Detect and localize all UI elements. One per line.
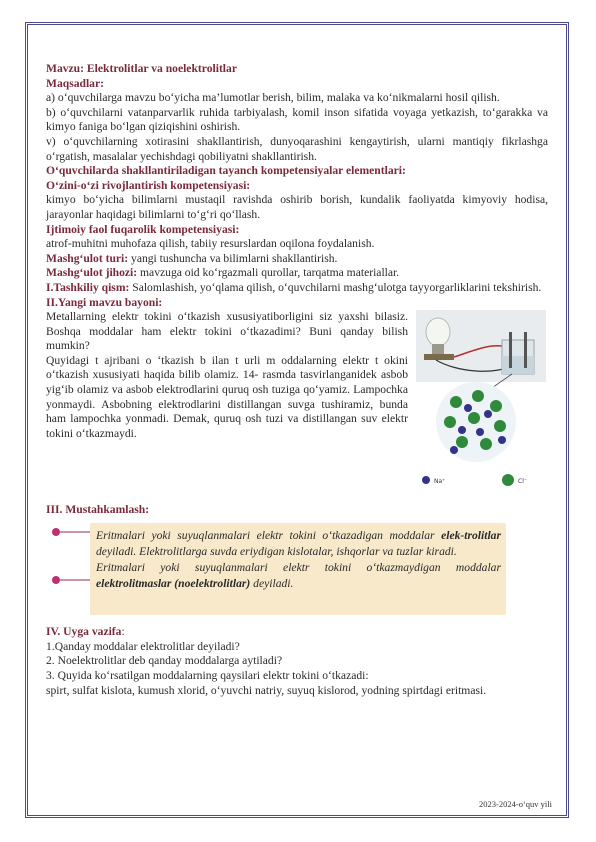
electrolyte-term: elek-trolitlar [441,529,501,543]
nonelectrolyte-definition [96,560,501,592]
new-topic-body [46,310,408,503]
topic-title: Elektrolitlar va noelektrolitlar [86,62,237,75]
self-development-text: kimyo bo‘yicha bilimlarni mustaqil ravishda oshirib borish, kundalik faoliyatda kimyoviy hodisa, jarayonlar haqidagi bilimlarni to‘g‘ri qo‘llash. [46,193,548,221]
conductivity-figure [416,310,546,503]
legend-na: Na⁺ [434,478,446,486]
new-topic-paragraph-2: Quyidagi t ajribani o ‘tkazish b ilan t urli m oddalarning elektr t okini o‘tkazish xususiyati haqida bilib olamiz. 14- rasmda tasvirlanganidek asbob yig‘ib olamiz va asbob elektrodlarini quruq osh tuziga qo‘yamiz. Lampochka yonmaydi. Asbobning elektrodlarini distillangan suvga tushiramiz, bunda ham lampochka yonmadi. Demak, quruq osh tuzi va distillangan suv elektr tokini o‘tkazmaydi. [46,353,408,440]
lesson-type-value: yangi tushuncha va bilimlarni shakllantirish. [128,251,338,265]
equipment [46,266,548,281]
homework-heading [46,625,548,640]
definition-text [96,528,501,592]
goal-b: b) o‘quvchilarni vatanparvarlik ruhida tarbiyalash, komil inson sifatida voyaga yetkazish, to‘garakka va kimyo faniga bo‘lgan qiziqishini oshirish. [46,105,548,134]
homework-question-3: 3. Quyida ko‘rsatilgan moddalarning qaysilari elektr tokini o‘tkazadi: [46,669,369,683]
homework-question-3-list: spirt, sulfat kislota, kumush xlorid, o‘yuvchi natriy, suyuq kislorod, yodning spirtdagi eritmasi. [46,683,487,697]
lesson-type [46,252,548,267]
social-text: atrof-muhitni muhofaza qilish, tabiiy resurslardan oqilona foydalanish. [46,237,375,251]
homework-question-2: 2. Noelektrolitlar deb qanday moddalarga aytiladi? [46,654,283,668]
organizational-part [46,281,548,296]
homework-colon: : [121,625,125,639]
nonelectrolyte-definition-start: Eritmalari yoki suyuqlanmalari elektr tokini o‘tkazmaydigan moddalar [96,561,501,575]
goals-heading: Maqsadlar: [46,76,104,90]
self-development-heading: O‘zini-o‘zi rivojlantirish kompetensiyasi: [46,178,251,192]
new-topic-section [46,310,548,503]
electrolyte-definition-end: deyiladi. Elektrolitlarga suvda eriydigan kislotalar, ishqorlar va tuzlar kiradi. [96,545,457,559]
bullet-icon [50,575,90,585]
organizational-text: Salomlashish, yo‘qlama qilish, o‘quvchilarni mashg‘ulotga tayyorgarliklarini tekshirish. [129,280,542,294]
electrolyte-definition [96,528,501,560]
goal-v: v) o‘quvchilarning xotirasini shakllantirish, dunyoqarashini kengaytirish, ularni mantiqiy fikrlashga o‘rgatish, masalalar yechishdagi qobiliyatni shakllantirish. [46,134,548,163]
footer-year: 2023-2024-o‘quv yili [479,799,552,809]
lesson-type-label: Mashg‘ulot turi: [46,251,129,265]
definition-box [46,523,548,615]
new-topic-paragraph-1: Metallarning elektr tokini o‘tkazish xususiyatiborligini siz yaxshi bilasiz. Boshqa moddalar ham elektr tokini o‘tkazadimi? Buni qanday bilish mumkin? [46,310,408,353]
homework-question-1: 1.Qanday moddalar elektrolitlar deyiladi? [46,639,240,653]
electrolyte-definition-start: Eritmalari yoki suyuqlanmalari elektr tokini o‘tkazadigan moddalar [96,529,442,543]
lesson-plan [46,62,548,698]
social-heading: Ijtimoiy faol fuqarolik kompetensiyasi: [46,222,240,236]
new-topic-heading: II.Yangi mavzu bayoni: [46,295,163,309]
nonelectrolyte-definition-end: deyiladi. [250,577,294,591]
organizational-label: I.Tashkiliy qism: [46,280,130,294]
legend-cl: Cl⁻ [518,478,528,486]
topic-line [46,62,548,77]
goal-a: a) o‘quvchilarga mavzu bo‘yicha ma’lumotlar berish, bilim, malaka va ko‘nikmalarni hosil qilish. [46,91,500,105]
conductivity-apparatus-illustration [416,310,546,498]
nonelectrolyte-term: elektrolitmaslar (noelektrolitlar) [96,577,251,591]
bullet-icon [50,527,90,537]
topic-label: Mavzu: [46,62,84,75]
competence-heading: O‘quvchilarda shakllantiriladigan tayanch kompetensiyalar elementlari: [46,164,406,178]
equipment-value: mavzuga oid ko‘rgazmali qurollar, tarqatma materiallar. [137,266,400,280]
equipment-label: Mashg‘ulot jihozi: [46,266,138,280]
homework-label: IV. Uyga vazifa [46,625,122,639]
reinforcement-heading: III. Mustahkamlash: [46,502,150,516]
